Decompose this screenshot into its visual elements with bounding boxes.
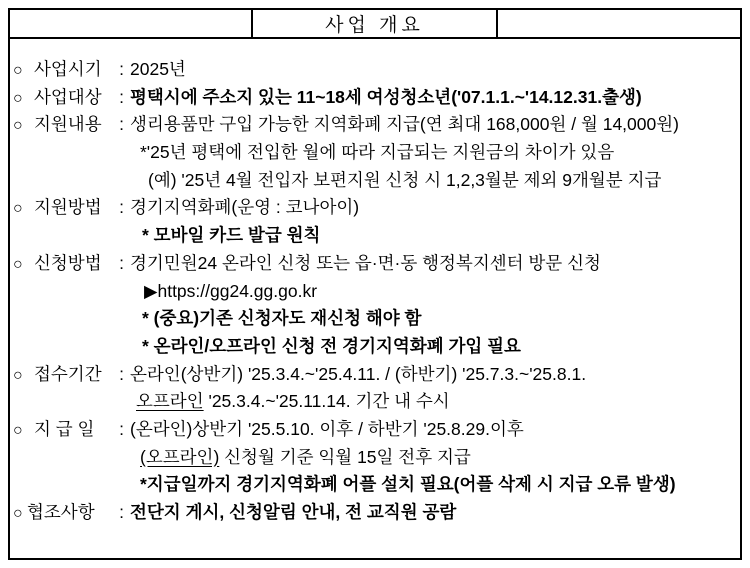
header-cell-right [498, 10, 740, 37]
line-label: 신청방법 [34, 252, 102, 273]
line-colon: : [119, 86, 124, 107]
text-line [10, 444, 740, 472]
right-triangle-icon: ▶ [144, 280, 158, 301]
text-segment: 신청월 기준 익월 15일 전후 지급 [219, 446, 471, 467]
text-segment: *지급일까지 경기지역화폐 어플 설치 필요(어플 삭제 시 지급 오류 발생) [140, 474, 676, 495]
bullet-circle-icon: ○ [13, 255, 23, 273]
bullet-circle-icon: ○ [13, 421, 23, 439]
line-label: 사업시기 [34, 59, 102, 79]
line-content [140, 471, 676, 499]
line-content [142, 333, 521, 361]
text-segment: (온라인)상반기 '25.5.10. 이후 / 하반기 '25.8.29.이후 [130, 418, 524, 439]
text-segment: * 모바일 카드 발급 원칙 [142, 225, 321, 246]
text-line [10, 167, 740, 195]
text-line [10, 111, 740, 139]
text-line [10, 388, 740, 416]
text-line [10, 84, 740, 112]
text-segment: 경기민원24 온라인 신청 또는 읍·면·동 행정복지센터 방문 신청 [130, 252, 601, 273]
text-line [10, 305, 740, 333]
bullet-circle-icon: ○ [13, 366, 23, 384]
text-line [10, 250, 740, 278]
line-content [130, 194, 359, 222]
line-label: 협조사항 [27, 502, 95, 522]
line-content [130, 111, 679, 139]
line-content [130, 84, 642, 112]
line-label: 사업대상 [34, 86, 102, 107]
line-content [140, 139, 614, 167]
text-line [10, 333, 740, 361]
bullet-circle-icon: ○ [13, 89, 23, 107]
line-content [144, 278, 317, 306]
text-segment: (예) '25년 4월 전입자 보편지원 신청 시 1,2,3월분 제외 9개월분 지급 [148, 169, 662, 190]
text-line [10, 361, 740, 389]
table-header-row [10, 10, 740, 39]
line-content [130, 250, 601, 278]
text-line [10, 499, 740, 527]
text-line [10, 416, 740, 444]
line-content [142, 222, 320, 250]
line-colon: : [119, 114, 124, 135]
text-segment: (오프라인) [140, 446, 220, 467]
table-title: 사업 개요 [325, 15, 424, 36]
line-colon: : [119, 252, 124, 273]
line-content [130, 499, 456, 527]
text-line [10, 278, 740, 306]
text-segment: '25.3.4.~'25.11.14. 기간 내 수시 [203, 391, 450, 412]
text-line [10, 56, 740, 84]
text-segment: 2025년 [130, 59, 186, 79]
overview-table [8, 8, 742, 560]
line-content [140, 444, 471, 472]
text-segment: 온라인(상반기) '25.3.4.~'25.4.11. / (하반기) '25.7.3.~'25.8.1. [130, 363, 587, 384]
text-segment: 전단지 게시, 신청알림 안내, 전 교직원 공람 [130, 502, 457, 522]
line-colon: : [119, 363, 124, 384]
line-content [130, 56, 186, 84]
line-label: 지 급 일 [34, 418, 95, 439]
line-content [148, 167, 661, 195]
line-content [136, 388, 450, 416]
bullet-circle-icon: ○ [13, 62, 23, 79]
text-segment: 경기지역화폐(운영 : 코나아이) [130, 197, 360, 218]
header-cell-left [10, 10, 253, 37]
line-label: 지원내용 [34, 114, 102, 135]
bullet-circle-icon: ○ [13, 117, 23, 135]
text-segment: 오프라인 [136, 391, 204, 412]
table-body-cell [10, 39, 740, 527]
header-cell-title [253, 10, 498, 37]
line-label: 지원방법 [34, 197, 102, 218]
bullet-circle-icon: ○ [13, 200, 23, 218]
text-segment: * (중요)기존 신청자도 재신청 해야 함 [142, 308, 422, 329]
text-line [10, 222, 740, 250]
text-segment: https://gg24.gg.go.kr [157, 280, 318, 301]
line-colon: : [119, 502, 124, 522]
text-segment: * 온라인/오프라인 신청 전 경기지역화폐 가입 필요 [142, 335, 521, 356]
line-colon: : [119, 59, 124, 79]
text-line [10, 194, 740, 222]
text-line [10, 139, 740, 167]
line-content [142, 305, 421, 333]
bullet-circle-icon: ○ [13, 505, 23, 522]
text-segment: 생리용품만 구입 가능한 지역화폐 지급(연 최대 168,000원 / 월 14,000원) [130, 114, 679, 135]
line-colon: : [119, 197, 124, 218]
line-colon: : [119, 418, 124, 439]
text-line [10, 471, 740, 499]
line-content [130, 361, 586, 389]
text-segment: 평택시에 주소지 있는 11~18세 여성청소년('07.1.1.~'14.12.31.출생) [130, 86, 642, 107]
text-segment: *'25년 평택에 전입한 월에 따라 지급되는 지원금의 차이가 있음 [140, 142, 615, 163]
line-content [130, 416, 524, 444]
line-label: 접수기간 [34, 363, 102, 384]
